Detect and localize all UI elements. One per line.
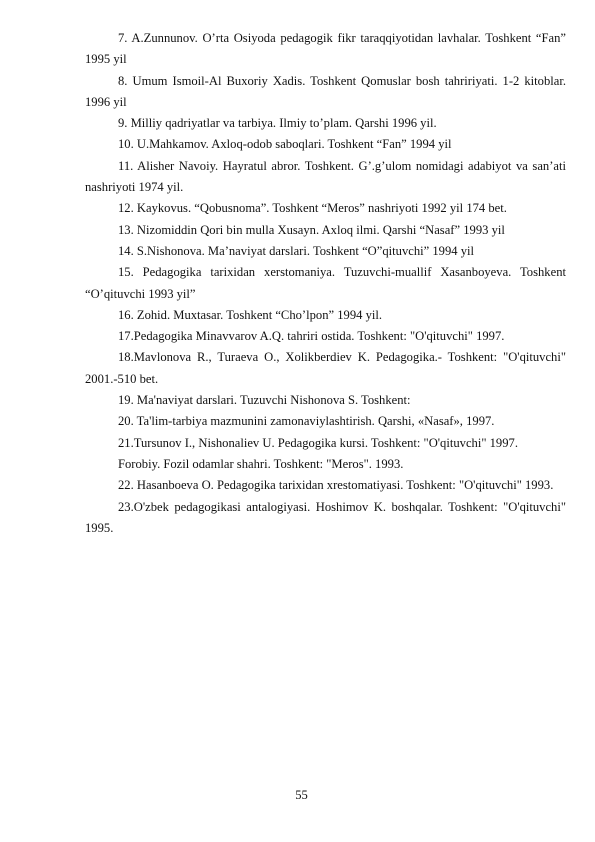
reference-item: 21.Tursunov I., Nishonaliev U. Pedagogika kursi. Toshkent: "O'qituvchi" 1997. <box>118 435 518 450</box>
reference-item: 20. Ta'lim-tarbiya mazmunini zamonaviylashtirish. Qarshi, «Nasaf», 1997. <box>118 414 495 429</box>
page-number: 55 <box>295 788 308 802</box>
reference-item: 15. Pedagogika tarixidan xerstomaniya. Tuzuvchi-muallif Xasanboyeva. Toshkent “O’qituvchi 1993 yil” <box>85 265 566 301</box>
reference-item: 23.O'zbek pedagogikasi antalogiyasi. Hoshimov K. boshqalar. Toshkent: "O'qituvchi" 1995. <box>85 499 566 535</box>
reference-item: 12. Kaykovus. “Qobusnoma”. Toshkent “Meros” nashriyoti 1992 yil 174 bet. <box>118 201 507 216</box>
reference-item: 19. Ma'naviyat darslari. Tuzuvchi Nishonova S. Toshkent: <box>118 393 411 408</box>
reference-item: 13. Nizomiddin Qori bin mulla Xusayn. Axloq ilmi. Qarshi “Nasaf” 1993 yil <box>118 222 505 237</box>
reference-item: 16. Zohid. Muxtasar. Toshkent “Cho’lpon” 1994 yil. <box>118 307 383 322</box>
reference-item: 9. Milliy qadriyatlar va tarbiya. Ilmiy to’plam. Qarshi 1996 yil. <box>118 116 437 131</box>
reference-list <box>85 28 566 539</box>
reference-item: Forobiy. Fozil odamlar shahri. Toshkent: "Meros". 1993. <box>118 456 404 471</box>
reference-item: 10. U.Mahkamov. Axloq-odob saboqlari. Toshkent “Fan” 1994 yil <box>118 137 452 152</box>
reference-item: 17.Pedagogika Minavvarov A.Q. tahriri ostida. Toshkent: "O'qituvchi" 1997. <box>118 329 505 344</box>
reference-item: 22. Hasanboeva O. Pedagogika tarixidan xrestomatiyasi. Toshkent: "O'qituvchi" 1993. <box>118 478 554 493</box>
reference-item: 7. A.Zunnunov. O’rta Osiyoda pedagogik fikr taraqqiyotidan lavhalar. Toshkent “Fan” 1995 yil <box>85 31 566 67</box>
reference-item: 8. Umum Ismoil-Al Buxoriy Xadis. Toshkent Qomuslar bosh tahririyati. 1-2 kitoblar. 1996 yil <box>85 73 566 109</box>
reference-item: 14. S.Nishonova. Ma’naviyat darslari. Toshkent “O”qituvchi” 1994 yil <box>118 243 474 258</box>
reference-item: 11. Alisher Navoiy. Hayratul abror. Toshkent. G’.g’ulom nomidagi adabiyot va san’ati nashriyoti 1974 yil. <box>85 158 566 195</box>
reference-item: 18.Mavlonova R., Turaeva O., Xolikberdiev K. Pedagogika.- Toshkent: "O'qituvchi" 2001.-510 bet. <box>85 350 566 386</box>
